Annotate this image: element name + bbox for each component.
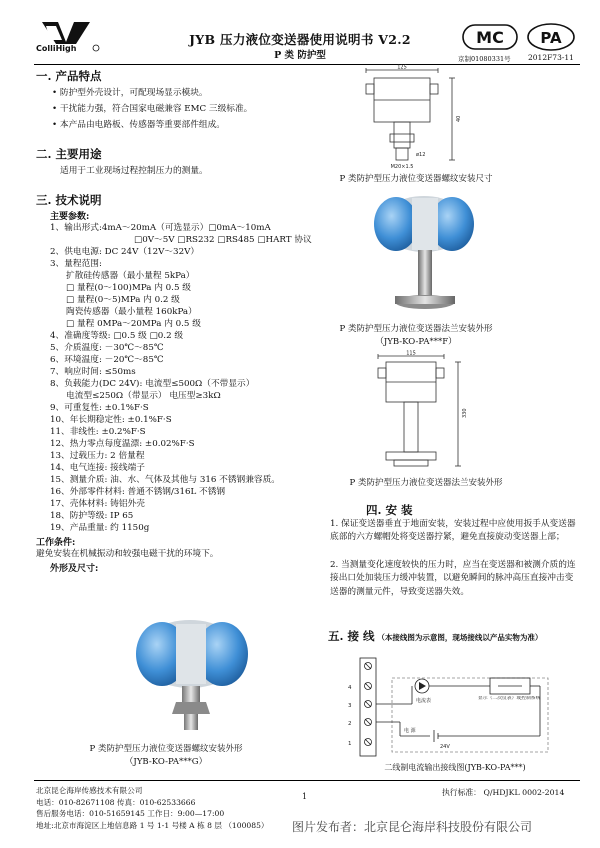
drawing1-dim-diameter: ø12: [416, 152, 426, 158]
photo2-caption: P 类防护型压力液位变送器法兰安装外形: [339, 324, 493, 334]
param-line: 4、准确度等级: □0.5 级 □0.2 级: [50, 331, 184, 341]
flange-dimension-drawing: [346, 350, 476, 480]
param-line: 15、测量介质: 油、水、气体及其他与 316 不锈钢兼容质。: [50, 475, 280, 485]
conditions-heading: 工作条件:: [36, 538, 76, 548]
param-line: 14、电气连接: 接线端子: [50, 463, 145, 473]
param-line: 电流型≤250Ω（带显示） 电压型≥3kΩ: [66, 391, 221, 401]
param-line: 19、产品重量: 约 1150g: [50, 523, 150, 533]
param-line: 1、输出形式:4mA～20mA（可选显示）□0mA～10mA: [50, 223, 271, 233]
param-line: 12、热力零点每度温漂: ±0.02%F·S: [50, 439, 195, 449]
drawing1-dim-thread: M20×1.5: [390, 164, 414, 170]
photo1-caption: P 类防护型压力液位变送器螺纹安装外形: [89, 744, 243, 754]
thread-dimension-drawing: [356, 64, 466, 172]
power-label: 电 源: [404, 728, 416, 734]
param-line: 16、外部零件材料: 普通不锈钢/316L 不锈钢: [50, 487, 226, 497]
wiring-heading: 五. 接 线: [328, 629, 375, 643]
param-line: □ 量程(0～5)MPa 内 0.2 级: [66, 295, 180, 305]
drawing1-dim-width: 125: [397, 64, 407, 71]
feature-item: • 防护型外壳设计，可配现场显示模块。: [52, 88, 208, 98]
param-line: 8、负载能力(DC 24V): 电流型≤500Ω（不带显示）: [50, 379, 255, 389]
install-paragraph-2: 2. 当测量变化速度较快的压力时，应当在变送器和被测介质的连接出口处加装压力缓冲装置，以避免瞬间的脉冲高压直接冲击变送器的测量元件，导致变送器失效。: [330, 560, 576, 597]
photo1-model: （JYB-KO-PA***G）: [124, 757, 208, 767]
cert-number: 京制01080331号: [458, 55, 511, 63]
footer-tel: 电话：010-82671108 传真：010-62533666: [36, 797, 196, 807]
header-rule: [34, 64, 580, 65]
cert-year: 2012F73-11: [528, 53, 574, 62]
param-line: 5、介质温度: －30℃～85℃: [50, 343, 164, 353]
document-subtitle: P 类 防护型: [274, 50, 326, 61]
feature-text: 防护型外壳设计，可配现场显示模块。: [59, 88, 208, 98]
param-line: 7、响应时间: ≤50ms: [50, 367, 136, 377]
section-use: [36, 146, 208, 177]
terminal-label: 3: [348, 703, 352, 709]
param-line: 10、年长期稳定性: ±0.1%F·S: [50, 415, 172, 425]
ammeter-arrow-icon: [419, 682, 426, 690]
footer-service: 售后服务电话：010-51659145 工作日：9:00—17:00: [36, 809, 225, 818]
cert-mark-1-text: MC: [476, 28, 504, 47]
param-line: 陶瓷传感器（最小量程 160kPa）: [66, 307, 197, 317]
drawing1-caption: P 类防护型压力液位变送器螺纹安装尺寸: [339, 174, 493, 184]
terminal-label: 2: [348, 721, 352, 727]
ammeter-label: 电流表: [416, 698, 432, 704]
param-line: 扩散硅传感器（最小量程 5kPa）: [66, 271, 195, 281]
flange-transmitter-photo: [368, 190, 478, 318]
brand-name: ColliHigh: [36, 44, 77, 53]
shape-heading: 外形及尺寸:: [50, 564, 99, 574]
install-paragraph-1: 1. 保证变送器垂直于地面安装，安装过程中应使用扳手从变送器底部的六方螺帽处将变送器拧紧，避免直接旋动变送器上部；: [330, 519, 576, 543]
footer-company: 北京昆仑海岸传感技术有限公司: [36, 786, 143, 795]
terminal-label: 4: [348, 685, 352, 691]
param-line: 6、环境温度: －20℃～85℃: [50, 355, 164, 365]
cpa-certification-mark: [526, 22, 576, 52]
use-text: 适用于工业现场过程控制压力的测量。: [60, 166, 208, 176]
param-line: 3、量程范围:: [50, 259, 102, 269]
param-line: 2、供电电源: DC 24V（12V～32V）: [50, 247, 200, 257]
threaded-transmitter-photo: [130, 614, 260, 734]
drawing2-caption: P 类防护型压力液位变送器法兰安装外形: [349, 478, 503, 488]
conditions-text: 避免安装在机械振动和较强电磁干扰的环境下。: [36, 549, 219, 559]
footer-contact: [36, 785, 269, 831]
cmc-certification-mark: [462, 24, 518, 50]
drawing2-dim-height: 330: [462, 408, 468, 418]
param-line: 13、过载压力: 2 倍量程: [50, 451, 145, 461]
execution-standard: 执行标准： Q/HDJKL 0002-2014: [442, 788, 565, 797]
drawing1-dim-height: 40: [456, 115, 462, 122]
drawing2-dim-width: 115: [406, 350, 416, 357]
param-line: 18、防护等级: IP 65: [50, 511, 134, 521]
section-features: [36, 68, 252, 131]
param-line: 17、壳体材料: 铸铝外壳: [50, 499, 145, 509]
publisher-watermark: 图片发布者：北京昆仑海岸科技股份有限公司: [292, 820, 533, 834]
wiring-heading-row: [328, 628, 542, 644]
wiring-note: （本接线图为示意图，现场接线以产品实物为准）: [377, 633, 543, 642]
footer-address: 地址:北京市海淀区上地信息路 1 号 1-1 号楼 A 栋 8 层 （100085）: [36, 820, 269, 830]
cert-mark-2-text: PA: [540, 29, 562, 47]
document-title: JYB 压力液位变送器使用说明书 V2.2: [189, 32, 411, 47]
feature-item: • 本产品由电路板、传感器等重要部件组成。: [52, 120, 225, 130]
feature-item: • 干扰能力强，符合国家电磁兼容 EMC 三级标准。: [52, 104, 253, 114]
power-value: 24V: [440, 744, 450, 750]
param-line: 11、非线性: ±0.2%F·S: [50, 427, 146, 437]
section-tech: [36, 192, 312, 574]
wiring-caption: 二线制电流输出接线图(JYB-KO-PA***): [384, 763, 526, 772]
param-line: □ 量程(0～100)MPa 内 0.5 级: [66, 283, 191, 293]
photo2-model: （JYB-KO-PA***F）: [375, 337, 457, 347]
params-heading: 主要参数:: [50, 212, 90, 222]
install-heading: 四. 安 装: [366, 503, 413, 517]
display-label: 显示（二次仪表）或控制系统: [478, 696, 541, 701]
page-number: 1: [302, 792, 308, 801]
param-line: 9、可重复性: ±0.1%F·S: [50, 403, 149, 413]
param-line: □ 量程 0MPa～20MPa 内 0.5 级: [66, 319, 201, 329]
footer-rule: [34, 780, 580, 781]
wiring-diagram: [340, 652, 570, 760]
tech-heading: 三. 技术说明: [36, 193, 102, 207]
features-heading: 一. 产品特点: [36, 69, 102, 83]
page-header: [0, 0, 600, 66]
terminal-label: 1: [348, 741, 352, 747]
param-line: □0V～5V □RS232 □RS485 □HART 协议: [134, 235, 312, 245]
feature-text: 本产品由电路板、传感器等重要部件组成。: [59, 120, 225, 130]
feature-text: 干扰能力强，符合国家电磁兼容 EMC 三级标准。: [59, 104, 253, 114]
use-heading: 二. 主要用途: [36, 147, 102, 161]
